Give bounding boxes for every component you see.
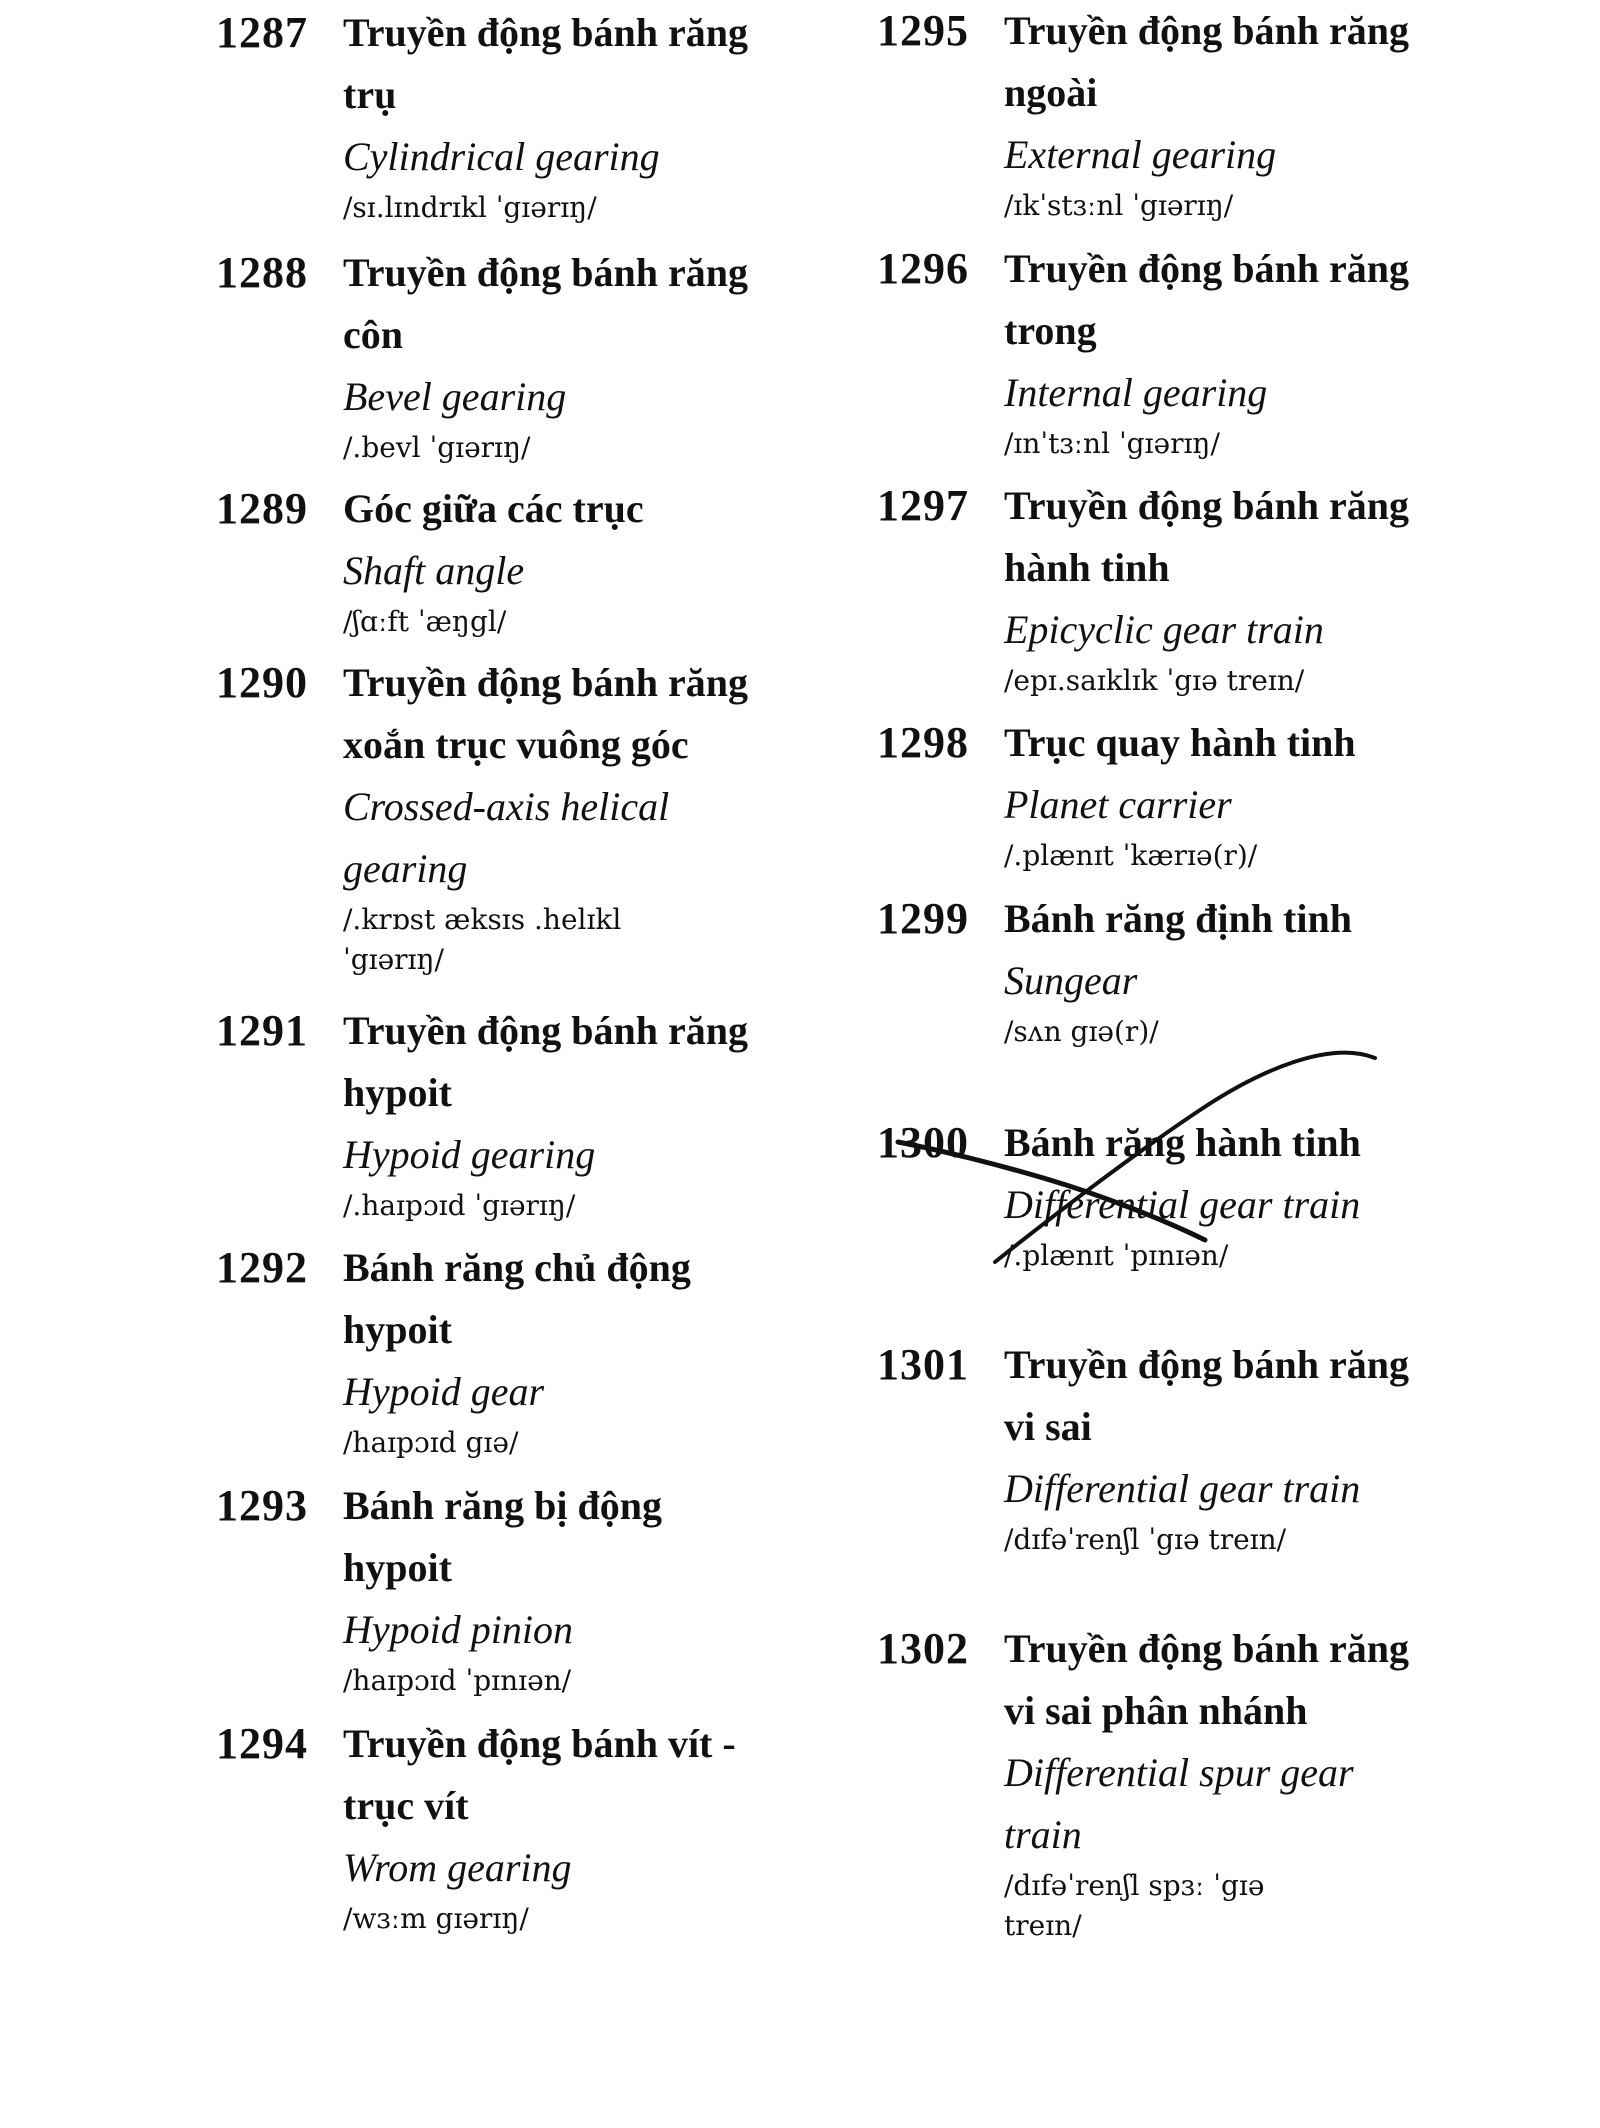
english-term: Differential gear train	[1004, 1466, 1361, 1511]
vietnamese-term: Bánh răng chủ động hypoit	[343, 1245, 691, 1352]
entry-number: 1301	[877, 1340, 969, 1389]
english-term: Internal gearing	[1004, 370, 1268, 415]
english-term: External gearing	[1004, 132, 1277, 177]
pronunciation: /.plænɪt ˈkærɪə(r)/	[1004, 839, 1258, 872]
vietnamese-term: Truyền động bánh răng côn	[343, 250, 748, 357]
english-term: Differential gear train	[1004, 1182, 1361, 1227]
entry-number: 1290	[216, 658, 308, 707]
vietnamese-term: Truyền động bánh vít - trục vít	[343, 1721, 736, 1828]
entry-number: 1287	[216, 8, 308, 57]
entry-number: 1302	[877, 1624, 969, 1673]
entry-number: 1296	[877, 244, 969, 293]
vietnamese-term: Truyền động bánh răng xoắn trục vuông góc	[343, 660, 748, 767]
pronunciation: /.krɒst æksɪs .helɪkl ˈgɪərɪŋ/	[343, 903, 622, 976]
entry-number: 1289	[216, 484, 308, 533]
pronunciation: /dɪfəˈrenʃl spɜː ˈgɪə treɪn/	[1004, 1869, 1265, 1942]
pronunciation: /dɪfəˈrenʃl ˈgɪə treɪn/	[1004, 1523, 1287, 1556]
english-term: Planet carrier	[1004, 782, 1232, 827]
entry-number: 1293	[216, 1481, 308, 1530]
vietnamese-term: Truyền động bánh răng ngoài	[1004, 8, 1409, 115]
vietnamese-term: Bánh răng hành tinh	[1004, 1120, 1361, 1165]
entry-number: 1300	[877, 1118, 969, 1167]
pronunciation: /ʃɑːft ˈæŋgl/	[343, 605, 507, 638]
entry-number: 1297	[877, 481, 969, 530]
entry-number: 1298	[877, 718, 969, 767]
entry-number: 1291	[216, 1006, 308, 1055]
english-term: Cylindrical gearing	[343, 134, 660, 179]
vietnamese-term: Truyền động bánh răng trong	[1004, 246, 1409, 353]
english-term: Differential spur gear train	[1004, 1750, 1354, 1857]
entry-number: 1294	[216, 1719, 308, 1768]
english-term: Crossed-axis helical gearing	[343, 784, 670, 891]
entry-number: 1288	[216, 248, 308, 297]
entry-number: 1299	[877, 894, 969, 943]
entry-number: 1295	[877, 6, 969, 55]
vietnamese-term: Trục quay hành tinh	[1004, 720, 1356, 765]
pronunciation: /epɪ.saɪklɪk ˈgɪə treɪn/	[1004, 664, 1305, 697]
english-term: Hypoid gear	[343, 1369, 545, 1414]
english-term: Shaft angle	[343, 548, 525, 593]
pronunciation: /sʌn gɪə(r)/	[1004, 1015, 1159, 1048]
entry-number: 1292	[216, 1243, 308, 1292]
vietnamese-term: Bánh răng bị động hypoit	[343, 1483, 663, 1590]
pronunciation: /haɪpɔɪd ˈpɪnɪən/	[343, 1664, 572, 1697]
english-term: Hypoid gearing	[343, 1132, 596, 1177]
english-term: Hypoid pinion	[343, 1607, 573, 1652]
pronunciation: /.plænɪt ˈpɪnɪən/	[1004, 1239, 1229, 1272]
vietnamese-term: Truyền động bánh răng trụ	[343, 10, 748, 117]
pronunciation: /ɪnˈtɜːnl ˈgɪərɪŋ/	[1004, 427, 1220, 460]
vietnamese-term: Bánh răng định tinh	[1004, 896, 1352, 941]
vietnamese-term: Truyền động bánh răng vi sai	[1004, 1342, 1409, 1449]
pronunciation: /wɜːm gɪərɪŋ/	[343, 1902, 529, 1935]
pronunciation: /.haɪpɔɪd ˈgɪərɪŋ/	[343, 1189, 576, 1222]
pronunciation: /.bevl ˈgɪərɪŋ/	[343, 431, 531, 464]
vietnamese-term: Góc giữa các trục	[343, 486, 644, 531]
pronunciation: /sɪ.lɪndrɪkl ˈgɪərɪŋ/	[343, 191, 597, 224]
pronunciation: /haɪpɔɪd gɪə/	[343, 1426, 519, 1459]
english-term: Bevel gearing	[343, 374, 567, 419]
english-term: Wrom gearing	[343, 1845, 572, 1890]
pronunciation: /ɪkˈstɜːnl ˈgɪərɪŋ/	[1004, 189, 1234, 222]
english-term: Epicyclic gear train	[1004, 607, 1324, 652]
vietnamese-term: Truyền động bánh răng hành tinh	[1004, 483, 1409, 590]
vietnamese-term: Truyền động bánh răng vi sai phân nhánh	[1004, 1626, 1409, 1733]
vietnamese-term: Truyền động bánh răng hypoit	[343, 1008, 748, 1115]
english-term: Sungear	[1004, 958, 1138, 1003]
